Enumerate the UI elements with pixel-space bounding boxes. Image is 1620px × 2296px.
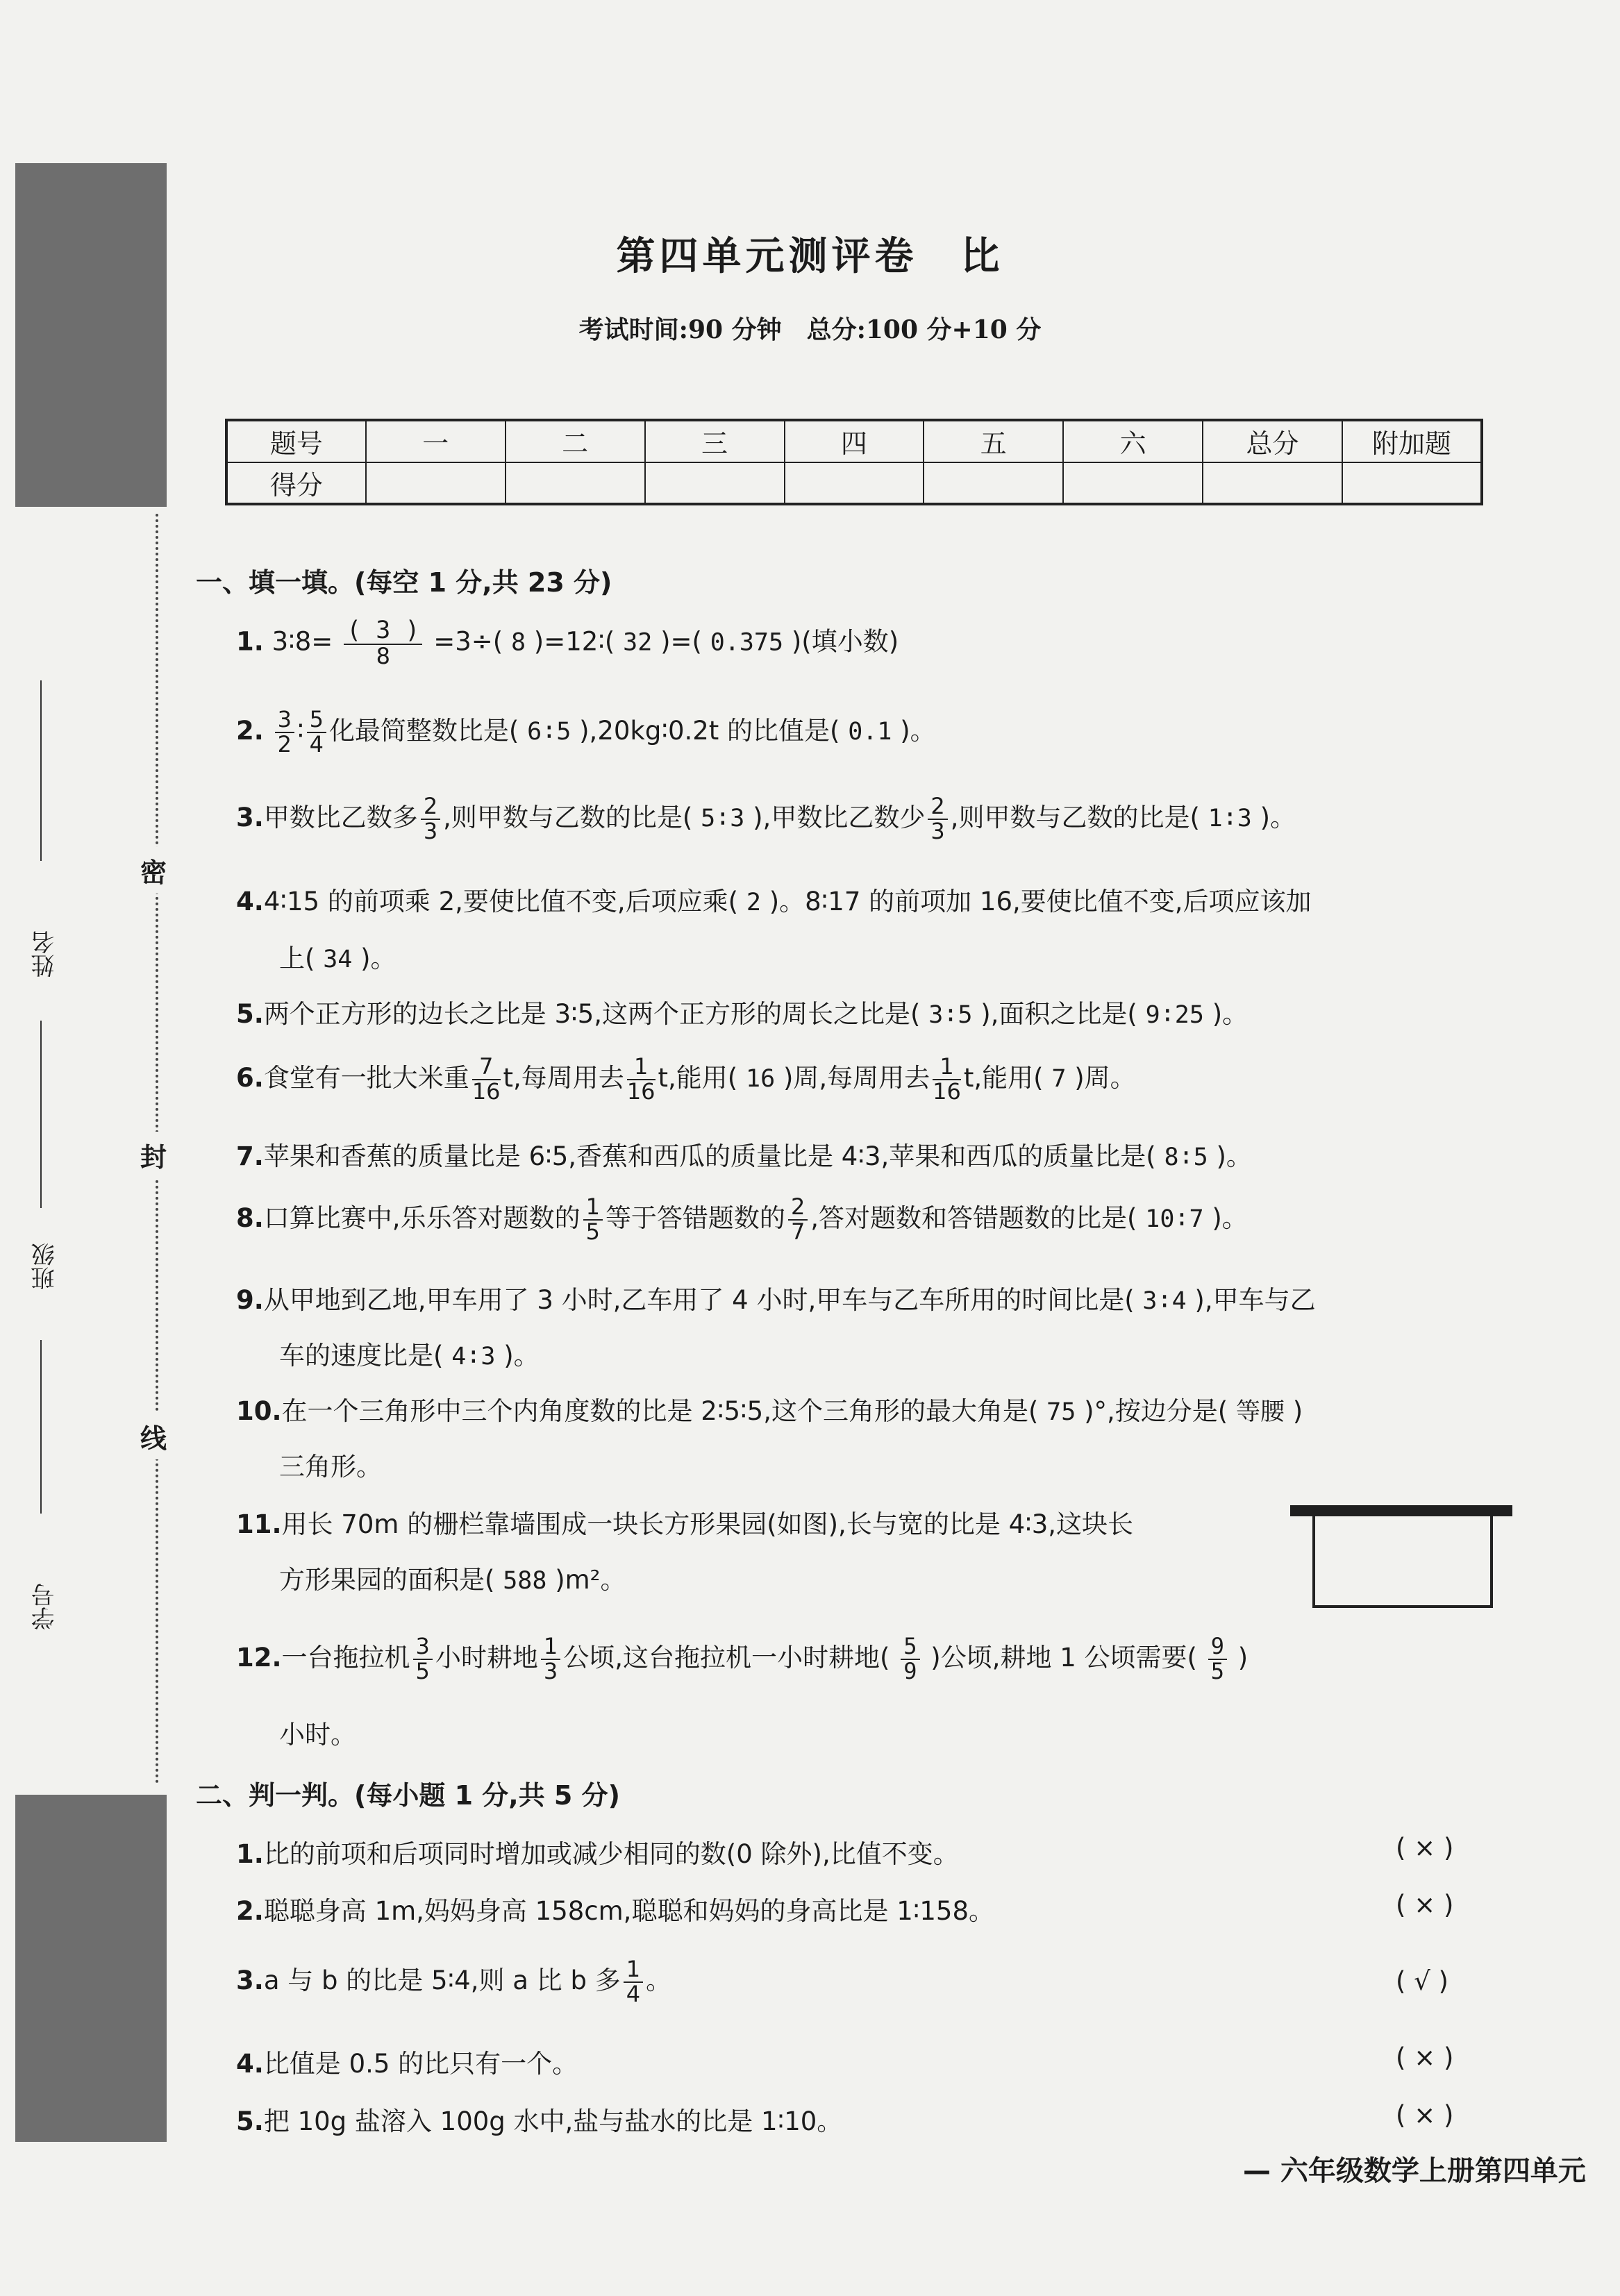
answer[interactable]: 等腰 (1235, 1398, 1285, 1426)
answer[interactable]: 3∶4 (1142, 1287, 1187, 1315)
id-field-line (40, 1340, 42, 1514)
score-header-cell: 三 (645, 420, 785, 462)
score-cell[interactable] (645, 462, 785, 505)
question-12-continued: 小时。 (279, 1720, 356, 1750)
fraction: $\frac{5}{4}$ (307, 708, 326, 756)
question-5: 5.两个正方形的边长之比是 3∶5,这两个正方形的周长之比是( 3∶5 ),面积之比是( 9∶25 )。 (236, 999, 1249, 1029)
fraction: $\frac{2}{3}$ (421, 795, 440, 843)
judge-mark-3[interactable]: ( √ ) (1396, 1966, 1448, 1996)
score-header-cell: 五 (924, 420, 1063, 462)
fraction: $\frac{2}{3}$ (928, 795, 947, 843)
fraction: $\frac{3}{2}$ (275, 708, 294, 756)
answer[interactable]: 2 (746, 889, 761, 916)
question-11: 11.用长 70m 的栅栏靠墙围成一块长方形果园(如图),长与宽的比是 4∶3,这块长 (236, 1509, 1134, 1539)
margin-shade-bottom (15, 1795, 167, 2142)
page-footer: — 六年级数学上册第四单元 (1243, 2155, 1586, 2187)
fraction: $\frac{7}{16}$ (471, 1053, 501, 1105)
score-table-score-row (226, 462, 1482, 505)
answer[interactable]: 1∶3 (1208, 805, 1252, 833)
score-header-cell: 附加题 (1342, 420, 1482, 462)
judge-item-1: 1.比的前项和后项同时增加或减少相同的数(0 除外),比值不变。 (236, 1839, 959, 1869)
score-table (225, 419, 1483, 505)
fraction: $\frac{1}{4}$ (624, 1958, 643, 2006)
question-10: 10.在一个三角形中三个内角度数的比是 2∶5∶5,这个三角形的最大角是( 75 )°,按边分是( 等腰 ) (236, 1396, 1303, 1426)
question-2: 2. $\frac{3}{2}$ ∶ $\frac{5}{4}$ 化最简整数比是( 6∶5 ),20kg∶0.2t 的比值是( 0.1 )。 (236, 706, 936, 757)
section-2-title: 二、判一判。(每小题 1 分,共 5 分) (196, 1780, 620, 1811)
score-cell[interactable] (1342, 462, 1482, 505)
answer[interactable]: 9∶25 (1145, 1001, 1204, 1029)
score-cell[interactable] (924, 462, 1063, 505)
answer[interactable]: 3∶5 (928, 1001, 973, 1029)
answer[interactable]: 0.375 (710, 628, 784, 657)
score-header-cell: 题号 (226, 420, 366, 462)
question-9-continued: 车的速度比是( 4∶3 )。 (279, 1341, 540, 1371)
fraction: $\frac{1}{16}$ (626, 1053, 655, 1105)
cut-char-xian: 线 (140, 1413, 167, 1459)
question-4: 4.4∶15 的前项乘 2,要使比值不变,后项应乘( 2 )。8∶17 的前项加 16,要使比值不变,后项应该加 (236, 887, 1312, 916)
question-1: 1. 3∶8= $\frac{( 3 )}{8}$ =3÷( 8 )=12∶( 32 )=( 0.375 )(填小数) (236, 617, 899, 669)
fraction: $\frac{3}{5}$ (413, 1635, 433, 1683)
name-field-line (40, 680, 42, 861)
page-title: 第四单元测评卷 比 (616, 234, 1004, 279)
fraction: $\frac{1}{16}$ (933, 1053, 961, 1105)
question-10-continued: 三角形。 (279, 1452, 382, 1482)
judge-mark-1[interactable]: ( × ) (1396, 1833, 1454, 1863)
name-field-label: 姓名 (31, 930, 59, 978)
score-header-cell: 六 (1063, 420, 1203, 462)
section-1-title: 一、填一填。(每空 1 分,共 23 分) (196, 567, 612, 598)
score-header-cell: 总分 (1203, 420, 1342, 462)
cut-char-feng: 封 (140, 1132, 167, 1178)
question-8: 8.口算比赛中,乐乐答对题数的 $\frac{1}{5}$ 等于答错题数的 $\frac{2}{7}$ ,答对题数和答错题数的比是( 10∶7 )。 (236, 1193, 1248, 1245)
answer[interactable]: 4∶3 (451, 1343, 496, 1371)
fraction: $\frac{1}{5}$ (583, 1196, 603, 1243)
fraction: $\frac{2}{7}$ (788, 1196, 808, 1243)
answer[interactable]: 32 (623, 628, 653, 657)
question-6: 6.食堂有一批大米重 $\frac{7}{16}$ t,每周用去 $\frac{1}{16}$ t,能用( 16 )周,每周用去 $\frac{1}{16}$ t,能用( 7 )周。 (236, 1053, 1136, 1105)
answer[interactable]: 8 (510, 628, 526, 657)
garden-rectangle-figure (1312, 1516, 1493, 1608)
score-header-cell: 四 (785, 420, 924, 462)
score-cell[interactable] (785, 462, 924, 505)
cut-char-mi: 密 (140, 847, 167, 894)
answer[interactable]: 7 (1051, 1065, 1067, 1093)
answer[interactable]: 34 (323, 946, 353, 973)
exam-info: 考试时间:90 分钟 总分:100 分+10 分 (578, 315, 1042, 344)
class-field-line (40, 1021, 42, 1208)
question-7: 7.苹果和香蕉的质量比是 6∶5,香蕉和西瓜的质量比是 4∶3,苹果和西瓜的质量比是( 8∶5 )。 (236, 1141, 1252, 1171)
judge-item-4: 4.比值是 0.5 的比只有一个。 (236, 2049, 578, 2079)
score-header-cell: 二 (506, 420, 645, 462)
score-row-label: 得分 (226, 462, 366, 505)
answer[interactable]: 5∶3 (701, 805, 745, 833)
answer[interactable]: 75 (1046, 1398, 1076, 1426)
score-header-cell: 一 (366, 420, 506, 462)
judge-mark-2[interactable]: ( × ) (1396, 1890, 1454, 1920)
answer[interactable]: 16 (746, 1065, 776, 1093)
score-cell[interactable] (1203, 462, 1342, 505)
judge-mark-5[interactable]: ( × ) (1396, 2100, 1454, 2130)
question-12: 12.一台拖拉机 $\frac{3}{5}$ 小时耕地 $\frac{1}{3}$ 公顷,这台拖拉机一小时耕地( $\frac{5}{9}$ )公顷,耕地 1 公顷需要( $\frac{9}{5}$ ) (236, 1633, 1249, 1684)
judge-mark-4[interactable]: ( × ) (1396, 2043, 1454, 2072)
answer[interactable]: 8∶5 (1164, 1143, 1208, 1171)
answer[interactable]: 588 (503, 1567, 547, 1595)
answer[interactable]: 0.1 (848, 718, 892, 746)
score-table-header-row (226, 420, 1482, 462)
fraction: $\frac{( 3 )}{8}$ (344, 618, 422, 668)
question-9: 9.从甲地到乙地,甲车用了 3 小时,乙车用了 4 小时,甲车与乙车所用的时间比是( 3∶4 ),甲车与乙 (236, 1285, 1316, 1315)
score-cell[interactable] (506, 462, 645, 505)
answer[interactable]: 6∶5 (527, 718, 571, 746)
question-3: 3.甲数比乙数多 $\frac{2}{3}$ ,则甲数与乙数的比是( 5∶3 ),甲数比乙数少 $\frac{2}{3}$ ,则甲数与乙数的比是( 1∶3 )。 (236, 793, 1296, 844)
score-cell[interactable] (1063, 462, 1203, 505)
score-cell[interactable] (366, 462, 506, 505)
garden-wall-figure (1290, 1505, 1512, 1516)
answer[interactable]: 10∶7 (1145, 1205, 1204, 1234)
question-4-continued: 上( 34 )。 (279, 944, 396, 973)
judge-item-5: 5.把 10g 盐溶入 100g 水中,盐与盐水的比是 1∶10。 (236, 2106, 843, 2136)
judge-item-2: 2.聪聪身高 1m,妈妈身高 158cm,聪聪和妈妈的身高比是 1∶158。 (236, 1896, 994, 1926)
answer-fraction[interactable]: $\frac{5}{9}$ (901, 1635, 919, 1683)
judge-item-3: 3.a 与 b 的比是 5∶4,则 a 比 b 多 $\frac{1}{4}$ 。 (236, 1956, 672, 2007)
answer-fraction[interactable]: $\frac{9}{5}$ (1208, 1635, 1227, 1683)
fraction: $\frac{1}{3}$ (541, 1635, 560, 1683)
question-11-continued: 方形果园的面积是( 588 )m²。 (279, 1565, 626, 1595)
class-field-label: 班级 (31, 1243, 59, 1290)
id-field-label: 学号 (31, 1583, 59, 1630)
